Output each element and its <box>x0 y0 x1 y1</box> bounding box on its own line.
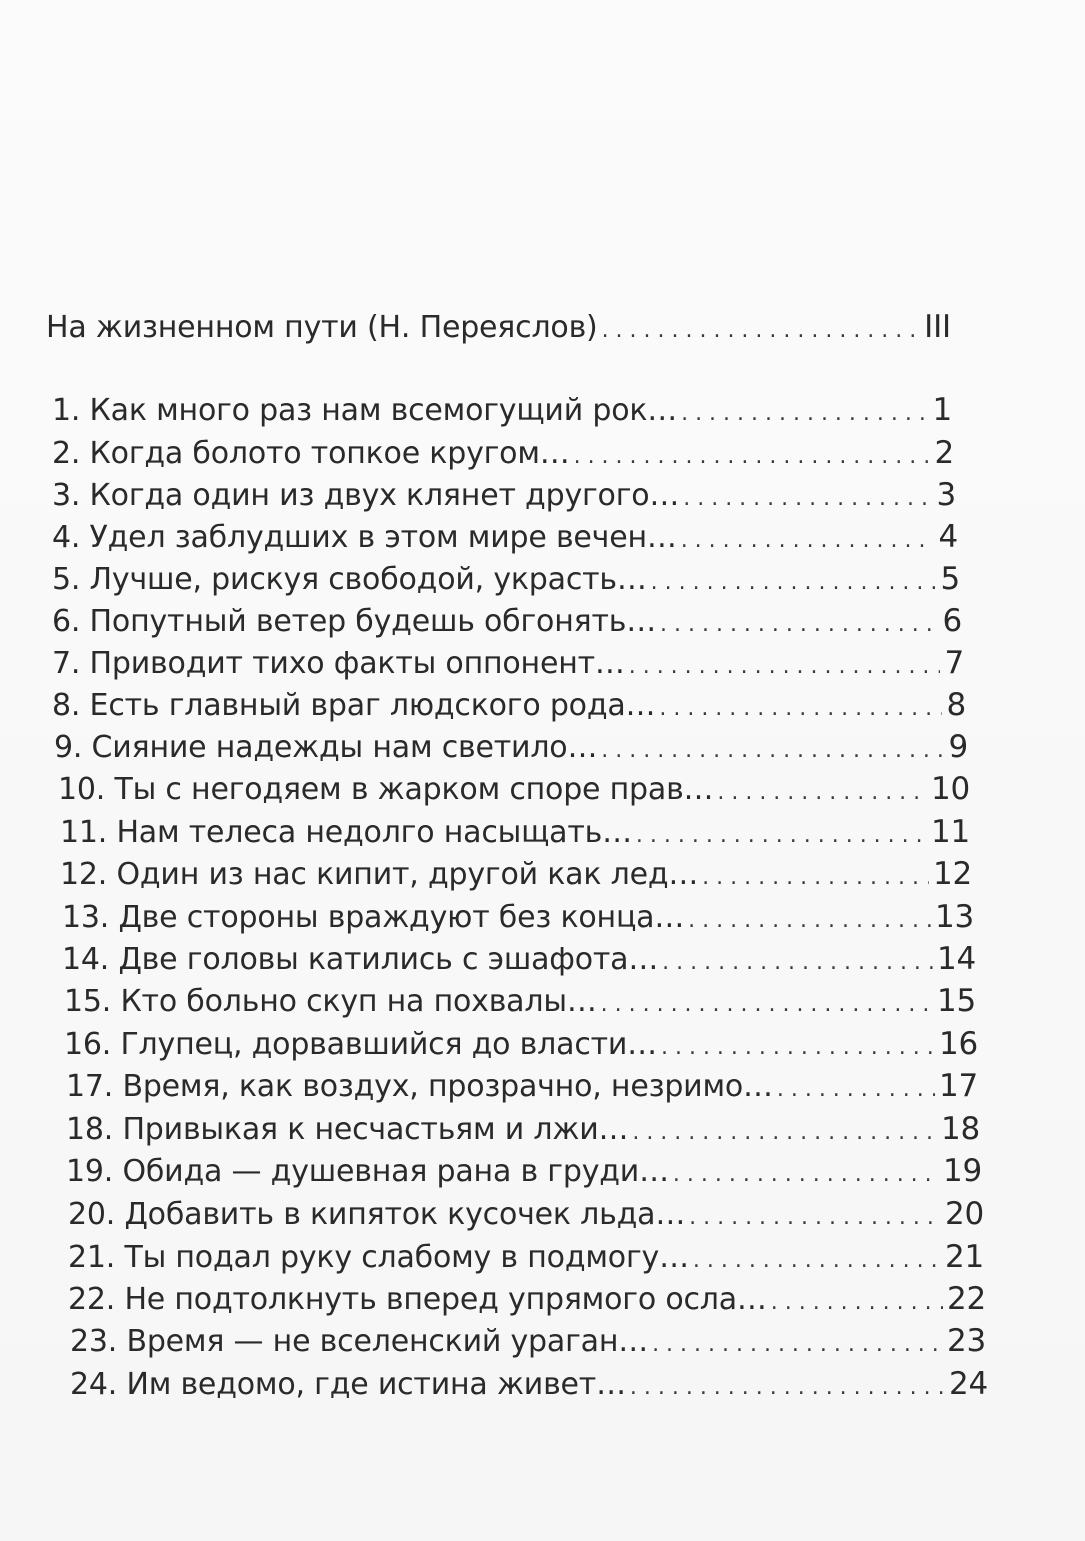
dot-leader <box>601 985 933 1022</box>
dot-leader <box>602 311 921 348</box>
toc-entry-title: 1. Как много раз нам всемогущий рок… <box>52 393 678 428</box>
toc-entry <box>64 984 976 1022</box>
dot-leader <box>601 731 944 768</box>
toc-entry <box>52 688 966 726</box>
dot-leader <box>688 901 931 938</box>
toc-entry-intro <box>46 310 951 348</box>
toc-entry-title: 11. Нам телеса недолго насыщать… <box>60 815 632 850</box>
toc-entry <box>52 478 956 516</box>
dot-leader <box>660 605 938 642</box>
toc-entry-title: 2. Когда болото топкое кругом… <box>52 436 570 471</box>
dot-leader <box>630 1368 945 1405</box>
toc-entry-page: 19 <box>942 1153 982 1189</box>
toc-entry <box>66 1112 980 1150</box>
toc-entry-title: 24. Им ведомо, где истина живет… <box>70 1367 626 1402</box>
toc-entry-page: III <box>924 309 951 345</box>
toc-entry-title: 7. Приводит тихо факты оппонент… <box>52 646 625 681</box>
dot-leader <box>673 1155 939 1192</box>
toc-entry <box>52 436 954 474</box>
toc-entry-title: 14. Две головы катились с эшафота… <box>62 942 659 977</box>
toc-entry-title: 10. Ты с негодяем в жарком споре прав… <box>58 772 714 807</box>
toc-entry-title: 22. Не подтолкнуть вперед упрямого осла… <box>68 1282 767 1317</box>
dot-leader <box>683 479 932 516</box>
toc-entry-page: 17 <box>938 1068 978 1104</box>
toc-entry-title: 8. Есть главный враг людского рода… <box>52 688 656 723</box>
toc-entry <box>52 562 960 600</box>
dot-leader <box>632 1113 937 1150</box>
toc-entry-page: 7 <box>944 645 964 681</box>
toc-entry-title: 6. Попутный ветер будешь обгонять… <box>52 604 657 639</box>
toc-entry-title: 15. Кто больно скуп на похвалы… <box>64 984 597 1019</box>
dot-leader <box>689 1198 941 1235</box>
toc-entry <box>60 857 972 895</box>
toc-entry <box>54 730 968 768</box>
dot-leader <box>702 858 929 895</box>
toc-entry-page: 4 <box>938 519 958 555</box>
toc-entry-page: 21 <box>944 1239 984 1275</box>
toc-entry-page: 8 <box>946 687 966 723</box>
dot-leader <box>661 1028 935 1065</box>
toc-entry-page: 14 <box>936 941 976 977</box>
toc-entry <box>64 1027 978 1065</box>
dot-leader <box>717 773 927 810</box>
dot-leader <box>681 521 935 558</box>
dot-leader <box>651 563 937 600</box>
toc-entry-title: 4. Удел заблудших в этом мире вечен… <box>52 520 677 555</box>
dot-leader <box>652 1325 943 1362</box>
toc-entry-title: 12. Один из нас кипит, другой как лед… <box>60 857 699 892</box>
dot-leader <box>629 647 941 684</box>
toc-entry-title: 23. Время — не вселенский ураган… <box>70 1324 649 1359</box>
toc-entry <box>68 1282 986 1320</box>
toc-entry <box>52 393 952 431</box>
toc-entry <box>52 520 958 558</box>
toc-entry-title: 17. Время, как воздух, прозрачно, незримо… <box>66 1069 773 1104</box>
toc-entry <box>68 1240 984 1278</box>
toc-entry-page: 24 <box>948 1366 988 1402</box>
toc-entry <box>70 1367 988 1405</box>
toc-entry-page: 12 <box>932 856 972 892</box>
toc-entry <box>62 900 974 938</box>
toc-entry <box>52 646 964 684</box>
toc-entry-title: 20. Добавить в кипяток кусочек льда… <box>68 1197 686 1232</box>
toc-entry-page: 2 <box>934 435 954 471</box>
toc-entry <box>70 1324 986 1362</box>
dot-leader <box>662 943 933 980</box>
toc-entry-page: 23 <box>946 1323 986 1359</box>
toc-entry <box>60 815 970 853</box>
toc-entry-page: 3 <box>936 477 956 513</box>
toc-entry-title: 3. Когда один из двух клянет другого… <box>52 478 680 513</box>
dot-leader <box>636 816 927 853</box>
toc-entry <box>68 1197 984 1235</box>
toc-entry-page: 16 <box>938 1026 978 1062</box>
toc-entry-title: 13. Две стороны враждуют без конца… <box>62 900 685 935</box>
toc-entry-page: 22 <box>946 1281 986 1317</box>
toc-entry-page: 6 <box>942 603 962 639</box>
toc-entry-title: 19. Обида — душевная рана в груди… <box>66 1154 669 1189</box>
toc-entry-page: 13 <box>934 899 974 935</box>
dot-leader <box>693 1241 941 1278</box>
toc-entry-title: 18. Привыкая к несчастьям и лжи… <box>66 1112 629 1147</box>
toc-entry <box>52 604 962 642</box>
dot-leader <box>574 437 931 474</box>
toc-entry-title: 21. Ты подал руку слабому в подмогу… <box>68 1240 689 1275</box>
toc-entry-page: 20 <box>944 1196 984 1232</box>
toc-entry-page: 1 <box>932 392 952 428</box>
toc-entry-page: 9 <box>948 729 968 765</box>
toc-entry-title: 16. Глупец, дорвавшийся до власти… <box>64 1027 657 1062</box>
toc-entry-page: 5 <box>940 561 960 597</box>
toc-entry-page: 11 <box>930 814 970 850</box>
toc-entry <box>62 942 976 980</box>
dot-leader <box>659 689 942 726</box>
toc-entry <box>66 1154 982 1192</box>
toc-entry-page: 15 <box>936 983 976 1019</box>
dot-leader <box>681 394 928 431</box>
toc-entry-title: 5. Лучше, рискуя свободой, украсть… <box>52 562 647 597</box>
toc-entry-page: 18 <box>940 1111 980 1147</box>
dot-leader <box>771 1283 943 1320</box>
dot-leader <box>777 1070 935 1107</box>
toc-entry <box>58 772 970 810</box>
toc-entry-page: 10 <box>930 771 970 807</box>
toc-entry-title: На жизненном пути (Н. Переяслов) <box>46 310 598 345</box>
toc-entry-title: 9. Сияние надежды нам светило… <box>54 730 598 765</box>
toc-entry <box>66 1069 978 1107</box>
